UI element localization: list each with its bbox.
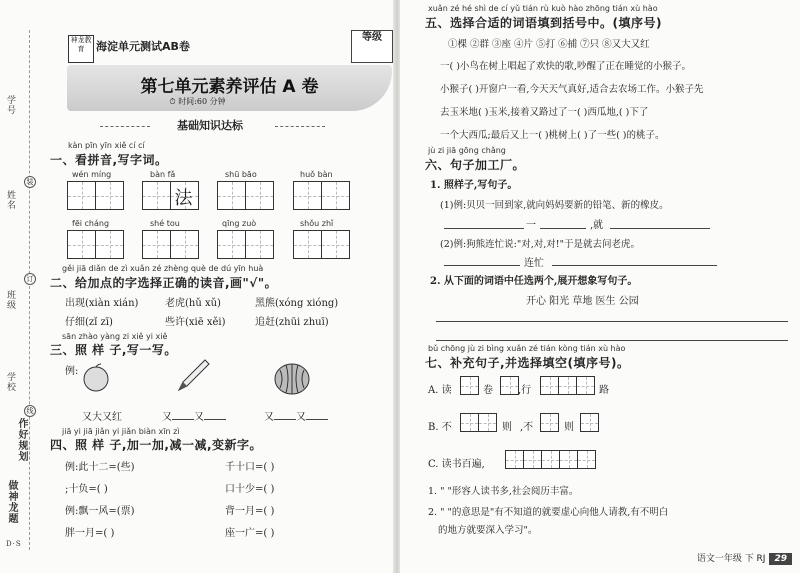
q7-fill-2-cont: 的地方就要深入学习"。 (438, 525, 538, 536)
char-box[interactable] (558, 376, 577, 395)
q6-heading: 六、句子加工厂。 (425, 158, 526, 172)
q7-b-end: 则 (564, 422, 574, 433)
q6-fill-b: ,就 (590, 220, 604, 231)
q4-item-3[interactable]: ;十负=( ) (65, 484, 108, 495)
q6-example-2: (2)例:狗熊连忙说:"对,对,对!"于是就去问老虎。 (440, 239, 640, 250)
q7-fill-1[interactable]: 1. " "形容人读书多,社会阅历丰富。 (428, 486, 579, 497)
pencil-icon (175, 358, 211, 394)
q1-py-4: huǒ bàn (300, 170, 333, 179)
char-box[interactable] (576, 376, 595, 395)
word-grid[interactable] (293, 181, 350, 210)
q7-b-label: B. 不 (428, 422, 452, 433)
q5-options: ①棵 ②群 ③座 ④片 ⑤打 ⑥捕 ⑦只 ⑧又大又红 (448, 39, 650, 50)
q7-a-label: A. 读 (428, 385, 452, 396)
q5-line-3[interactable]: 去玉米地( )玉米,接着又路过了一( )西瓜地,( )下了 (440, 107, 649, 118)
q5-heading: 五、选择合适的词语填到括号中。(填序号) (425, 16, 662, 30)
char-box[interactable] (523, 450, 542, 469)
q7-b-mid1: 则 (502, 422, 512, 433)
char-box[interactable] (478, 413, 497, 432)
q4-item-6[interactable]: 背一月=( ) (225, 506, 275, 517)
slogan-1: 作好规划 (16, 418, 27, 462)
char-box[interactable] (540, 376, 559, 395)
binding-strip (0, 0, 38, 573)
char-box[interactable] (460, 376, 479, 395)
q7-pinyin: bǔ chōng jù zi bìng xuǎn zé tián kòng tián xù hào (428, 344, 626, 353)
q5-line-1[interactable]: 一( )小鸟在树上唱起了欢快的歌,吵醒了正在睡觉的小猴子。 (440, 61, 691, 72)
q4-item-4[interactable]: 口十少=( ) (225, 484, 275, 495)
q2-item-2[interactable]: 老虎(hǔ xǔ) (165, 298, 221, 309)
q3-pinyin: sān zhào yàng zi xiě yi xiě (62, 332, 168, 341)
binding-circle-2: 订 (24, 273, 36, 285)
word-grid[interactable] (67, 181, 124, 210)
left-page (0, 0, 395, 573)
publisher-logo: 神龙教育 (68, 35, 94, 63)
q6-writing-line-1[interactable] (436, 321, 788, 322)
student-number-label: 学号 (5, 95, 15, 115)
right-page (400, 0, 800, 573)
char-box[interactable] (541, 450, 560, 469)
binding-circle-3: 线 (24, 405, 36, 417)
q3-example-answer: 又大又红 (82, 412, 122, 423)
word-grid[interactable] (67, 230, 124, 259)
q2-item-4[interactable]: 仔细(zǐ zī) (65, 317, 113, 328)
q6-answer-line[interactable] (444, 265, 520, 266)
q6-fill-c: 连忙 (524, 258, 544, 269)
apple-icon (80, 362, 112, 392)
q6-answer-line[interactable] (552, 265, 717, 266)
char-box[interactable] (559, 450, 578, 469)
q4-item-2[interactable]: 千十口=( ) (225, 462, 275, 473)
q2-item-6[interactable]: 追赶(zhūi zhuī) (255, 317, 329, 328)
q4-item-7[interactable]: 胖一月=( ) (65, 528, 115, 539)
char-box[interactable] (580, 413, 599, 432)
q2-pinyin: gěi jiā diǎn de zì xuǎn zé zhèng què de dú yīn huà (62, 264, 264, 273)
q6-pinyin: jù zi jiā gōng chǎng (428, 146, 506, 155)
q6-words: 开心 阳光 草地 医生 公园 (526, 296, 639, 307)
q7-heading: 七、补充句子,并选择填空(填序号)。 (425, 356, 630, 370)
page-number: 29 (769, 553, 792, 565)
word-grid[interactable] (217, 181, 274, 210)
section-band: 基础知识达标 (177, 119, 243, 132)
q1-heading: 一、看拼音,写字词。 (50, 153, 168, 167)
word-grid[interactable] (142, 181, 199, 210)
char-box[interactable] (577, 450, 596, 469)
q7-fill-2[interactable]: 2. " "的意思是"有不知道的就要虚心向他人请教,有不明白 (428, 507, 669, 518)
char-box[interactable] (505, 450, 524, 469)
q6-sub2: 2. 从下面的词语中任选两个,展开想象写句子。 (430, 276, 638, 287)
q2-heading: 二、给加点的字选择正确的读音,画"√"。 (50, 276, 278, 290)
q1-py-8: shǒu zhǐ (300, 219, 334, 228)
footer-text: 语文一年级 下 RJ (696, 554, 766, 564)
q3-heading: 三、照 样 子,写一写。 (50, 343, 177, 357)
q1-py-6: shé tou (150, 219, 180, 228)
q1-py-3: shū bāo (225, 170, 257, 179)
band-divider-left (100, 126, 150, 127)
q7-c-label: C. 读书百遍, (428, 459, 485, 470)
q5-line-2[interactable]: 小猴子( )开窗户一看,今天天气真好,适合去农场工作。小猴子先 (440, 84, 704, 95)
grade-field[interactable] (351, 44, 393, 63)
word-grid[interactable] (217, 230, 274, 259)
school-label: 学校 (5, 372, 15, 392)
q1-pinyin: kàn pīn yīn xiě cí cí (68, 141, 145, 150)
q3-example-label: 例: (65, 366, 79, 377)
name-label: 姓名 (5, 190, 15, 210)
q6-fill-a: 一 (526, 220, 536, 231)
brand-badge: D·S (6, 540, 22, 548)
q6-example-1: (1)例:贝贝一回到家,就向妈妈要新的铅笔、新的橡皮。 (440, 200, 669, 211)
q7-a-mid2: ,行 (518, 385, 532, 396)
page-footer (697, 551, 792, 565)
char-box[interactable] (500, 376, 519, 395)
watermelon-icon (272, 358, 312, 396)
page-title: 第七单元素养评估 A 卷 (140, 77, 319, 97)
q7-b-mid2: ,不 (520, 422, 534, 433)
q6-answer-line[interactable] (610, 228, 710, 229)
cut-line (29, 30, 30, 550)
char-box[interactable] (540, 413, 559, 432)
q3-fill-2: 又 又 (264, 408, 328, 423)
binding-circle-1: 装 (24, 176, 36, 188)
q4-item-5: 例:飘一风=(票) (65, 506, 135, 517)
q5-line-4[interactable]: 一个大西瓜;最后又上一( )桃树上( )了一些( )的桃子。 (440, 130, 665, 141)
grade-label: 等级 (351, 30, 393, 46)
q6-sub1: 1. 照样子,写句子。 (430, 180, 518, 191)
series-brand: 海淀单元测试AB卷 (96, 40, 190, 53)
q2-item-5[interactable]: 些许(xiē xěi) (165, 317, 226, 328)
q4-item-8[interactable]: 座一广=( ) (225, 528, 275, 539)
q6-writing-line-2[interactable] (436, 340, 788, 341)
q4-item-1: 例:此十二=(些) (65, 462, 135, 473)
q4-heading: 四、照 样 子,加一加,减一减,变新字。 (50, 438, 263, 452)
band-divider-right (275, 126, 325, 127)
q7-a-end: 路 (599, 385, 609, 396)
q5-pinyin: xuǎn zé hé shì de cí yǔ tián rù kuò hào zhōng tián xù hào (428, 4, 658, 13)
grid-char: 法 (174, 188, 193, 209)
word-grid[interactable] (293, 230, 350, 259)
time-limit: ⏱ 时间:60 分钟 (169, 97, 226, 106)
q1-py-2: bàn fǎ (150, 170, 176, 179)
char-box[interactable] (460, 413, 479, 432)
slogan-2: 做神龙题 (6, 480, 17, 524)
q1-py-5: fēi cháng (72, 219, 110, 228)
class-label: 班级 (5, 290, 15, 310)
q4-pinyin: jiā yi jiā jiǎn yi jiǎn biàn xīn zì (62, 427, 180, 436)
q2-item-1[interactable]: 出现(xiàn xián) (65, 298, 139, 309)
word-grid[interactable] (142, 230, 199, 259)
q2-item-3[interactable]: 黑熊(xóng xióng) (255, 298, 339, 309)
q6-answer-line[interactable] (444, 228, 524, 229)
q1-py-1: wén míng (72, 170, 112, 179)
q1-py-7: qīng zuò (222, 219, 257, 228)
q6-answer-line[interactable] (540, 228, 586, 229)
q7-a-mid1: 卷 (483, 385, 493, 396)
q3-fill-1: 又 又 (162, 408, 226, 423)
